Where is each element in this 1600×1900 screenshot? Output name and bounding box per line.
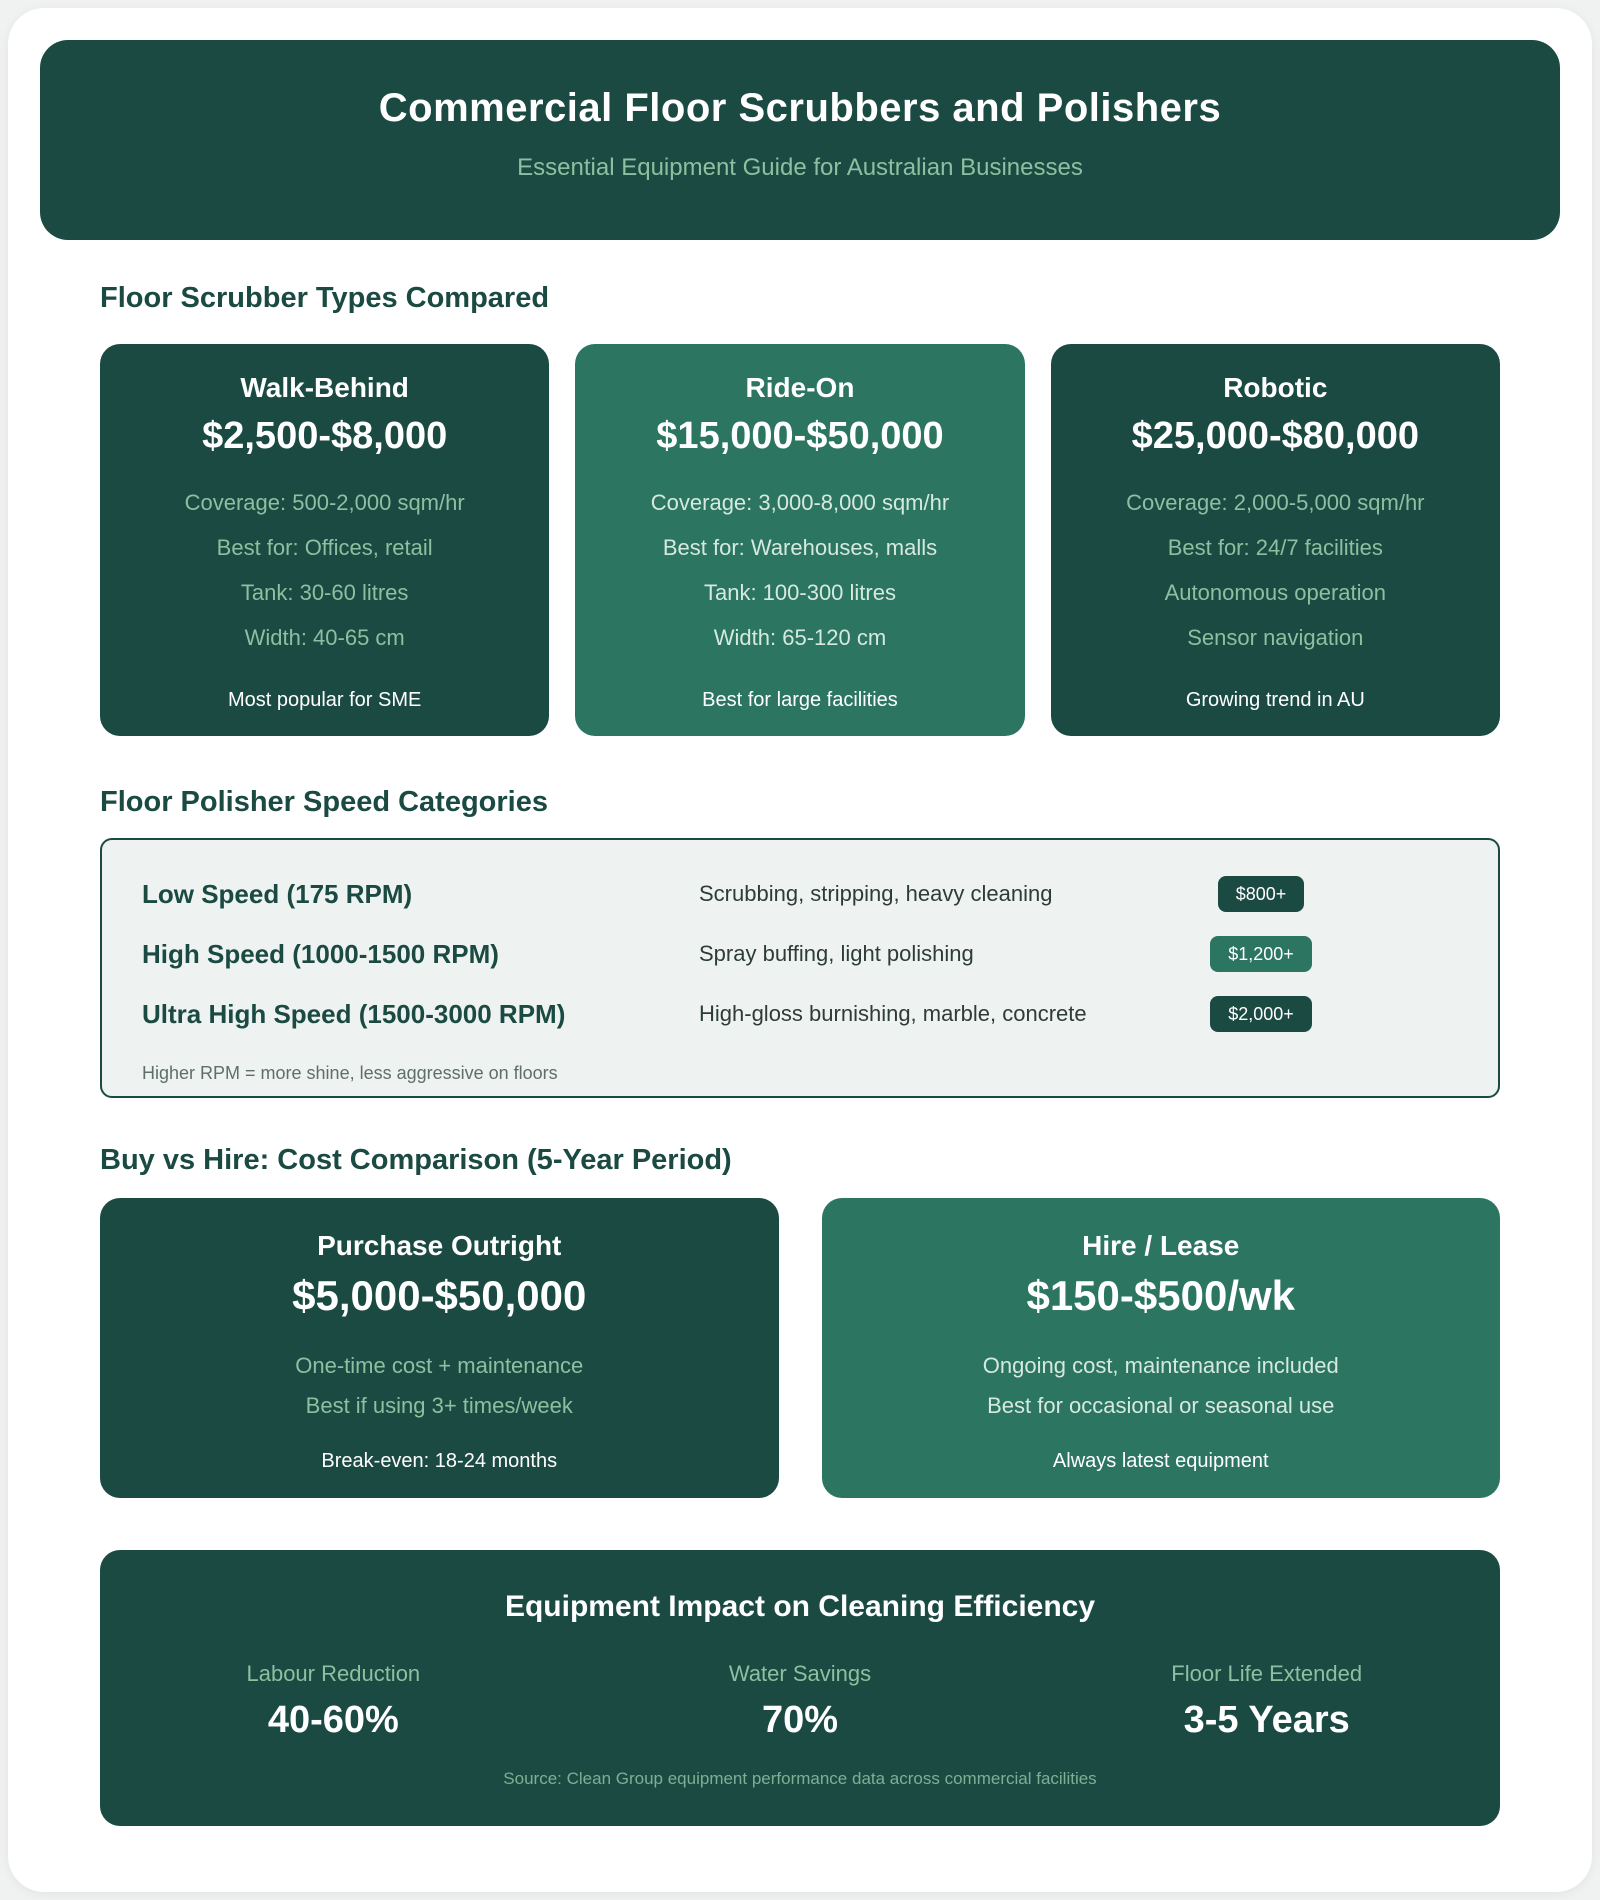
- speed-footnote: Higher RPM = more shine, less aggressive on floors: [142, 1063, 558, 1083]
- speed-row-low: [142, 864, 1458, 924]
- card-detail: Best for: 24/7 facilities: [1167, 535, 1383, 560]
- card-details: [575, 480, 1024, 660]
- speed-categories-box: [100, 838, 1500, 1098]
- card-footer: Best for large facilities: [702, 689, 898, 711]
- speed-use: Scrubbing, stripping, heavy cleaning: [699, 881, 1053, 906]
- cost-detail: Best for occasional or seasonal use: [987, 1393, 1335, 1418]
- speed-label: Low Speed (175 RPM): [142, 878, 413, 909]
- card-detail: Width: 40-65 cm: [244, 625, 405, 650]
- cost-card-details: [100, 1346, 779, 1426]
- speed-row-high: [142, 924, 1458, 984]
- impact-title: Equipment Impact on Cleaning Efficiency: [504, 1590, 1096, 1623]
- stat-labour-reduction: [100, 1660, 567, 1744]
- cost-section-heading: Buy vs Hire: Cost Comparison (5-Year Period): [100, 1144, 732, 1176]
- card-footer: Growing trend in AU: [1185, 689, 1365, 711]
- scrubber-section-heading: Floor Scrubber Types Compared: [100, 282, 550, 314]
- stat-label: Water Savings: [728, 1661, 872, 1686]
- page: [8, 8, 1592, 1892]
- cost-card-hire: [822, 1198, 1501, 1498]
- speed-label: High Speed (1000-1500 RPM): [142, 938, 499, 969]
- card-price: $15,000-$50,000: [656, 415, 944, 457]
- cost-detail: Ongoing cost, maintenance included: [982, 1353, 1339, 1378]
- card-detail: Autonomous operation: [1164, 580, 1386, 605]
- card-detail: Best for: Offices, retail: [216, 535, 433, 560]
- stat-label: Floor Life Extended: [1171, 1661, 1363, 1686]
- header: [40, 40, 1560, 240]
- speed-label: Ultra High Speed (1500-3000 RPM): [142, 998, 566, 1029]
- card-price: $25,000-$80,000: [1131, 415, 1419, 457]
- card-detail: Width: 65-120 cm: [713, 625, 887, 650]
- stat-value: 40-60%: [267, 1699, 399, 1741]
- card-details: [100, 480, 549, 660]
- card-detail: Coverage: 3,000-8,000 sqm/hr: [650, 490, 950, 515]
- stat-value: 70%: [761, 1699, 839, 1741]
- card-detail: Coverage: 2,000-5,000 sqm/hr: [1126, 490, 1425, 515]
- cost-card-details: [822, 1346, 1501, 1426]
- scrubber-card-walk-behind: [100, 344, 549, 736]
- scrubber-card-robotic: [1051, 344, 1500, 736]
- card-details: [1051, 480, 1500, 660]
- speed-row-ultra-high: [142, 984, 1458, 1044]
- card-footer: Most popular for SME: [227, 689, 422, 711]
- stat-value: 3-5 Years: [1183, 1699, 1350, 1741]
- card-price: $2,500-$8,000: [202, 415, 448, 457]
- cost-detail: One-time cost + maintenance: [295, 1353, 584, 1378]
- cost-card-title: Hire / Lease: [1082, 1230, 1240, 1261]
- page-title: Commercial Floor Scrubbers and Polishers: [378, 86, 1222, 130]
- card-detail: Coverage: 500-2,000 sqm/hr: [184, 490, 465, 515]
- card-title: Robotic: [1223, 372, 1328, 403]
- card-title: Walk-Behind: [240, 372, 409, 403]
- price-badge: $1,200+: [1210, 936, 1312, 972]
- cost-card-price: $5,000-$50,000: [292, 1272, 587, 1319]
- price-badge: $800+: [1218, 876, 1305, 912]
- cost-card-purchase: [100, 1198, 779, 1498]
- card-title: Ride-On: [745, 372, 855, 403]
- price-badge: $2,000+: [1210, 996, 1312, 1032]
- cost-detail: Best if using 3+ times/week: [305, 1393, 573, 1418]
- cost-card-price: $150-$500/wk: [1026, 1272, 1296, 1319]
- card-detail: Best for: Warehouses, malls: [662, 535, 938, 560]
- impact-card: [100, 1550, 1500, 1826]
- polisher-section-heading: Floor Polisher Speed Categories: [100, 786, 548, 818]
- speed-use: Spray buffing, light polishing: [699, 941, 974, 966]
- scrubber-card-ride-on: [575, 344, 1024, 736]
- stat-floor-life: [1033, 1660, 1500, 1744]
- page-subtitle: Essential Equipment Guide for Australian Businesses: [517, 154, 1083, 181]
- source-note: Source: Clean Group equipment performance data across commercial facilities: [503, 1769, 1097, 1788]
- stat-water-savings: [567, 1660, 1034, 1744]
- card-detail: Sensor navigation: [1187, 625, 1364, 650]
- cost-card-footer: Break-even: 18-24 months: [321, 1450, 558, 1472]
- cost-cards-row: [100, 1198, 1500, 1498]
- scrubber-cards-row: [100, 344, 1500, 736]
- cost-card-title: Purchase Outright: [317, 1230, 562, 1261]
- card-detail: Tank: 100-300 litres: [703, 580, 896, 605]
- cost-card-footer: Always latest equipment: [1052, 1450, 1269, 1472]
- card-detail: Tank: 30-60 litres: [240, 580, 409, 605]
- impact-stats: [100, 1660, 1500, 1744]
- speed-use: High-gloss burnishing, marble, concrete: [699, 1001, 1087, 1026]
- stat-label: Labour Reduction: [246, 1661, 421, 1686]
